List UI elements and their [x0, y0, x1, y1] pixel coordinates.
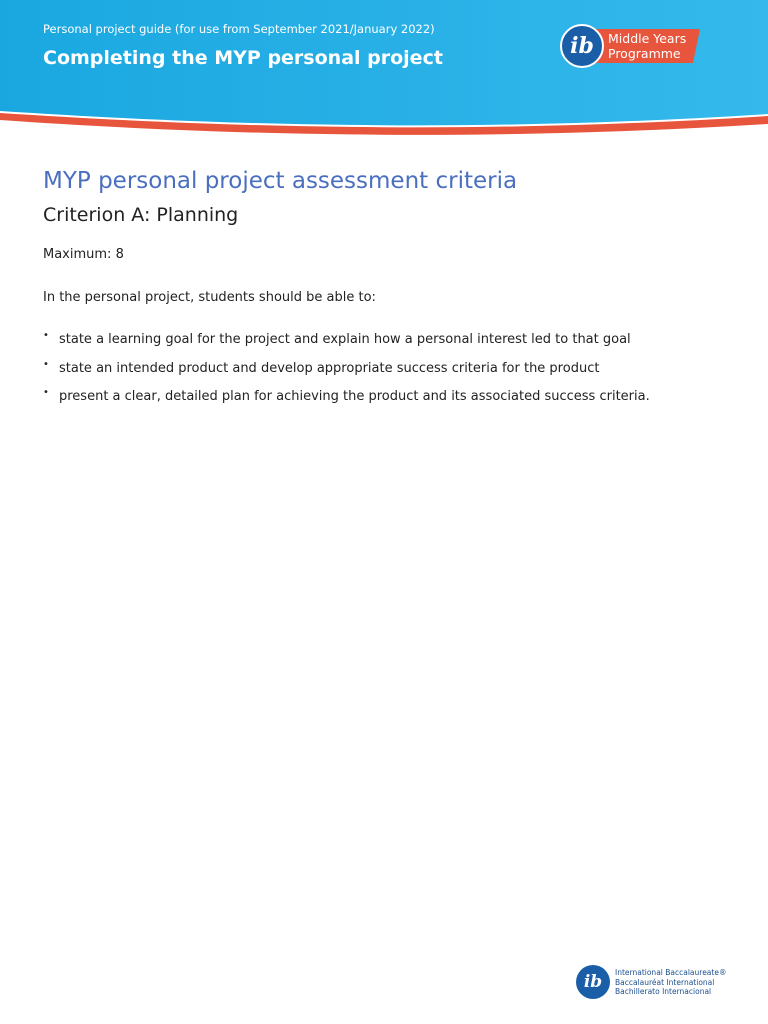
- ib-logo-icon: [560, 24, 604, 68]
- list-item: [43, 358, 743, 390]
- list-item-text: state a learning goal for the project and explain how a personal interest led to that goal: [59, 332, 631, 347]
- badge-line-1: Middle Years: [608, 31, 687, 46]
- ib-logo-letters: ib: [570, 33, 594, 59]
- org-name-en: International Baccalaureate®: [615, 968, 727, 977]
- section-title: Completing the MYP personal project: [43, 47, 443, 69]
- page-heading: MYP personal project assessment criteria: [43, 168, 518, 194]
- objectives-list: [43, 332, 743, 418]
- ib-logo-icon: [576, 965, 610, 999]
- ib-footer-logo: [576, 965, 726, 1001]
- org-name-fr: Baccalauréat International: [615, 977, 715, 987]
- ib-logo-letters: ib: [583, 972, 603, 992]
- ib-organization-names: [615, 968, 726, 997]
- maximum-score: Maximum: 8: [43, 247, 124, 262]
- list-item-text: state an intended product and develop appropriate success criteria for the product: [59, 360, 600, 376]
- badge-line-2: Programme: [608, 46, 681, 61]
- bullet-icon: •: [43, 358, 49, 370]
- document-subtitle: Personal project guide (for use from September 2021/January 2022): [43, 22, 435, 36]
- header-band: [0, 0, 768, 140]
- bullet-icon: •: [43, 387, 49, 398]
- list-item: [43, 332, 743, 361]
- page-header: [0, 0, 768, 140]
- list-item: [43, 389, 743, 418]
- list-item-text: present a clear, detailed plan for achieving the product and its associated success criteria.: [59, 389, 650, 404]
- bullet-icon: •: [43, 330, 49, 341]
- criterion-heading: Criterion A: Planning: [43, 204, 239, 226]
- intro-text: In the personal project, students should be able to:: [43, 290, 376, 305]
- badge-text: [608, 31, 686, 61]
- myp-badge: [560, 24, 708, 70]
- org-name-es: Bachillerato Internacional: [615, 987, 712, 996]
